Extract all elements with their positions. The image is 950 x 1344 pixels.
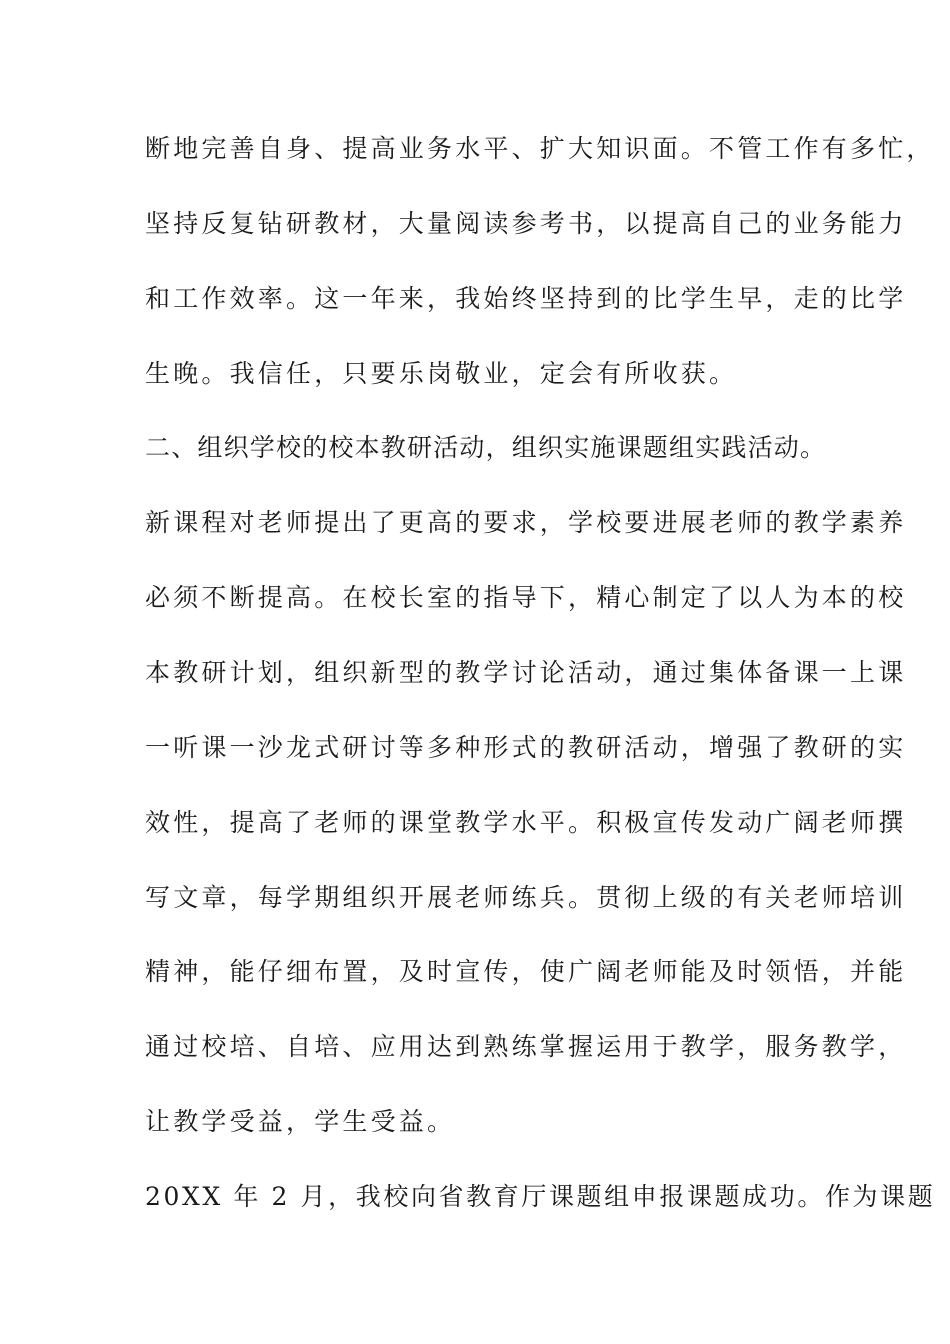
- paragraph-line-14: 让教学受益，学生受益。: [145, 1107, 456, 1136]
- paragraph-line-15: 20XX 年 2 月，我校向省教育厅课题组申报课题成功。作为课题: [145, 1182, 936, 1211]
- paragraph-line-1: 断地完善自身、提高业务水平、扩大知识面。不管工作有多忙，: [145, 134, 935, 163]
- paragraph-line-12: 精神，能仔细布置，及时宣传，使广阔老师能及时领悟，并能: [145, 957, 907, 986]
- paragraph-line-6: 新课程对老师提出了更高的要求，学校要进展老师的教学素养: [145, 508, 907, 537]
- paragraph-line-13: 通过校培、自培、应用达到熟练掌握运用于教学，服务教学，: [145, 1032, 907, 1061]
- paragraph-line-3: 和工作效率。这一年来，我始终坚持到的比学生早，走的比学: [145, 284, 907, 313]
- paragraph-line-7: 必须不断提高。在校长室的指导下，精心制定了以人为本的校: [145, 583, 907, 612]
- paragraph-line-11: 写文章，每学期组织开展老师练兵。贯彻上级的有关老师培训: [145, 883, 907, 912]
- paragraph-line-8: 本教研计划，组织新型的教学讨论活动，通过集体备课一上课: [145, 658, 907, 687]
- paragraph-line-10: 效性，提高了老师的课堂教学水平。积极宣传发动广阔老师撰: [145, 808, 907, 837]
- paragraph-line-9: 一听课一沙龙式研讨等多种形式的教研活动，增强了教研的实: [145, 733, 907, 762]
- paragraph-line-2: 坚持反复钻研教材，大量阅读参考书，以提高自己的业务能力: [145, 209, 907, 238]
- section-heading: 二、组织学校的校本教研活动，组织实施课题组实践活动。: [145, 433, 827, 462]
- paragraph-line-4: 生晚。我信任，只要乐岗敬业，定会有所收获。: [145, 359, 738, 388]
